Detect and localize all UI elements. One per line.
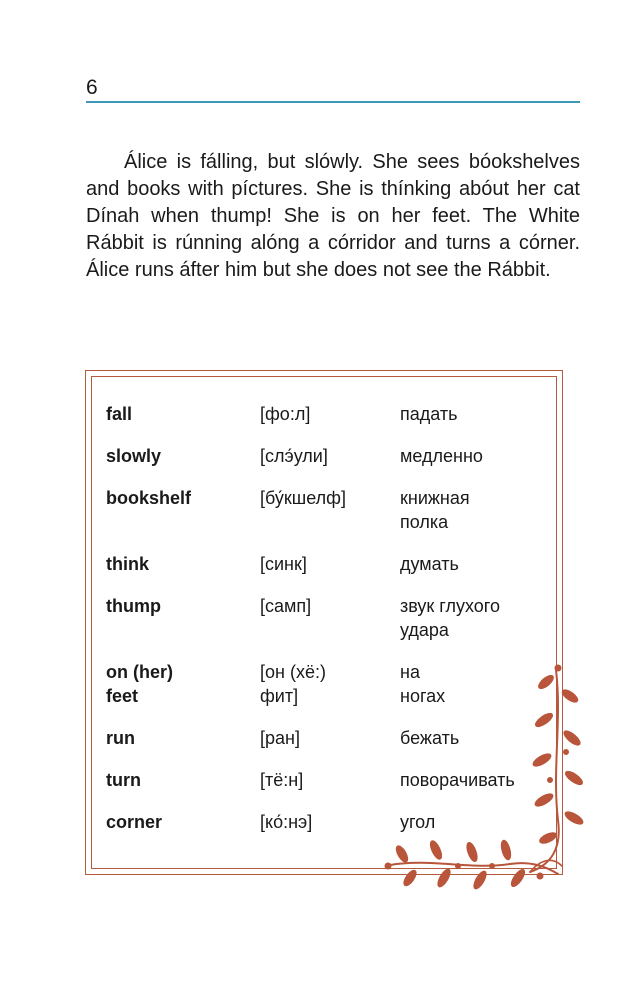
page-number: 6 bbox=[86, 76, 98, 99]
vocab-word: fall bbox=[106, 404, 133, 424]
vocab-translation: бежать bbox=[400, 728, 460, 748]
vocab-pronunciation: [бу́кшелф] bbox=[260, 488, 346, 508]
vocab-row bbox=[106, 486, 536, 534]
vocab-translation: книжная полка bbox=[400, 488, 470, 532]
vocab-pronunciation: [слэ́ули] bbox=[260, 446, 328, 466]
vocab-row bbox=[106, 402, 536, 426]
vocab-pronunciation: [самп] bbox=[260, 596, 312, 616]
vocab-word: thump bbox=[106, 596, 161, 616]
vocab-translation: думать bbox=[400, 554, 459, 574]
vocab-word: turn bbox=[106, 770, 141, 790]
vocab-translation: угол bbox=[400, 812, 436, 832]
vocab-word: think bbox=[106, 554, 149, 574]
vocab-translation: звук глухого удара bbox=[400, 596, 500, 640]
floral-corner-ornament bbox=[380, 660, 590, 890]
vocab-word: bookshelf bbox=[106, 488, 192, 508]
vocab-translation: на ногах bbox=[400, 662, 446, 706]
vocab-word: corner bbox=[106, 812, 163, 832]
vocab-translation: падать bbox=[400, 404, 458, 424]
vocab-row bbox=[106, 444, 536, 468]
vocab-pronunciation: [фо:л] bbox=[260, 404, 311, 424]
vocab-row bbox=[106, 552, 536, 576]
vocab-translation: медленно bbox=[400, 446, 483, 466]
vocab-word: run bbox=[106, 728, 135, 748]
vocab-pronunciation: [ран] bbox=[260, 728, 300, 748]
vocab-word: slowly bbox=[106, 446, 162, 466]
vocab-word: on (her) feet bbox=[106, 662, 173, 706]
vocab-pronunciation: [синк] bbox=[260, 554, 307, 574]
vocab-pronunciation: [тё:н] bbox=[260, 770, 304, 790]
vocab-translation: поворачивать bbox=[400, 770, 515, 790]
header-rule bbox=[86, 101, 580, 103]
vocab-row bbox=[106, 594, 536, 642]
vocab-pronunciation: [он (хё:) фит] bbox=[260, 662, 326, 706]
vocab-pronunciation: [ко́:нэ] bbox=[260, 812, 313, 832]
story-paragraph: Álice is fálling, but slówly. She sees bóokshelves and books with píctures. She is thínking abóut her cat Dínah when thump! She is on her feet. The White Rábbit is rúnning alóng a córridor and turns a córner. Álice runs áfter him but she does not see the Rábbit. bbox=[86, 151, 580, 281]
